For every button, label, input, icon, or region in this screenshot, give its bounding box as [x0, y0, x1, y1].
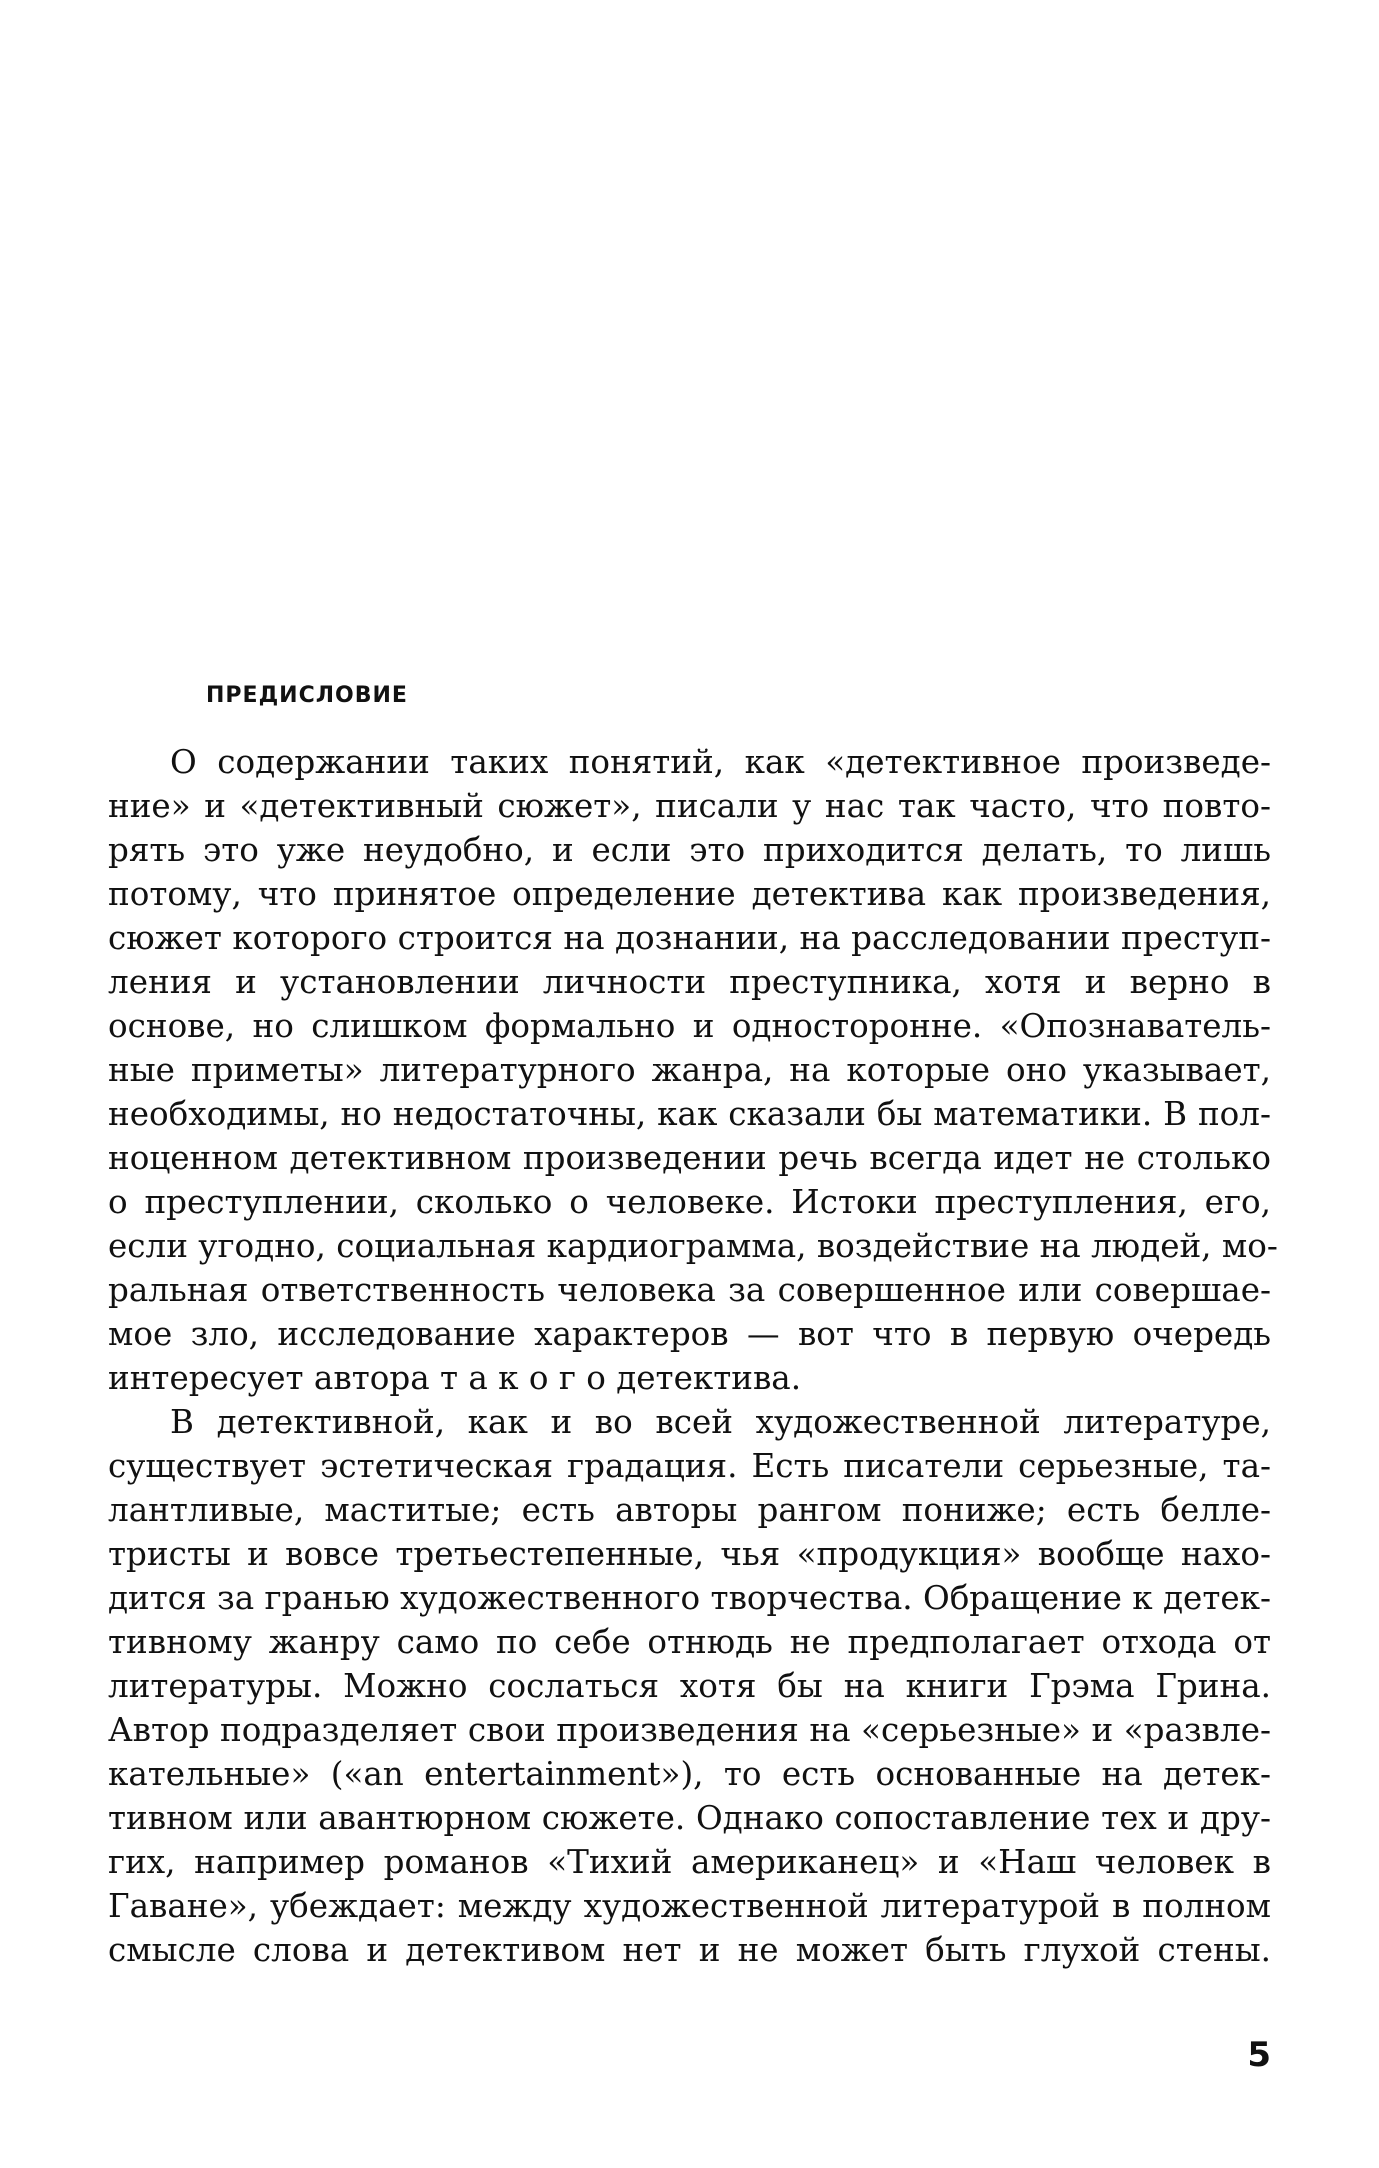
text-line: ные приметы» литературного жанра, на которые оно указывает, [108, 1051, 1271, 1089]
text-line: тивном или авантюрном сюжете. Однако сопоставление тех и дру- [108, 1799, 1271, 1837]
text-line: основе, но слишком формально и односторонне. «Опознаватель- [108, 1007, 1271, 1045]
text-line: Автор подразделяет свои произведения на «серьезные» и «развле- [108, 1711, 1271, 1749]
text-line: Гаване», убеждает: между художественной литературой в полном [108, 1887, 1271, 1925]
text-line: О содержании таких понятий, как «детективное произведе- [170, 743, 1271, 781]
text-line: потому, что принятое определение детектива как произведения, [108, 875, 1271, 913]
text-line: ральная ответственность человека за совершенное или совершае- [108, 1271, 1271, 1309]
text-line: литературы. Можно сослаться хотя бы на книги Грэма Грина. [108, 1667, 1271, 1705]
text-line: кательные» («an entertainment»), то есть основанные на детек- [108, 1755, 1271, 1793]
text-line: ления и установлении личности преступника, хотя и верно в [108, 963, 1271, 1001]
text-line: сюжет которого строится на дознании, на расследовании преступ- [108, 919, 1271, 957]
section-heading: ПРЕДИСЛОВИЕ [206, 683, 408, 708]
text-line: лантливые, маститые; есть авторы рангом пониже; есть белле- [108, 1491, 1271, 1529]
text-line: В детективной, как и во всей художественной литературе, [170, 1403, 1271, 1441]
text-line: гих, например романов «Тихий американец» и «Наш человек в [108, 1843, 1271, 1881]
text-line: тивному жанру само по себе отнюдь не предполагает отхода от [108, 1623, 1271, 1661]
text-line: существует эстетическая градация. Есть писатели серьезные, та- [108, 1447, 1271, 1485]
body-text [108, 740, 1278, 1972]
text-line: тристы и вовсе третьестепенные, чья «продукция» вообще нахо- [108, 1535, 1271, 1573]
text-line: ние» и «детективный сюжет», писали у нас так часто, что повто- [108, 787, 1271, 825]
text-line: интересует автора т а к о г о детектива. [108, 1359, 802, 1397]
text-line: дится за гранью художественного творчества. Обращение к детек- [108, 1579, 1271, 1617]
page-number: 5 [1247, 2035, 1271, 2075]
text-line: о преступлении, сколько о человеке. Истоки преступления, его, [108, 1183, 1271, 1221]
text-line: мое зло, исследование характеров — вот что в первую очередь [108, 1315, 1271, 1353]
text-line: ноценном детективном произведении речь всегда идет не столько [108, 1139, 1271, 1177]
text-line: рять это уже неудобно, и если это приходится делать, то лишь [108, 831, 1271, 869]
text-line: смысле слова и детективом нет и не может быть глухой стены. [108, 1931, 1271, 1969]
text-line: необходимы, но недостаточны, как сказали бы математики. В пол- [108, 1095, 1271, 1133]
text-line: если угодно, социальная кардиограмма, воздействие на людей, мо- [108, 1227, 1278, 1265]
